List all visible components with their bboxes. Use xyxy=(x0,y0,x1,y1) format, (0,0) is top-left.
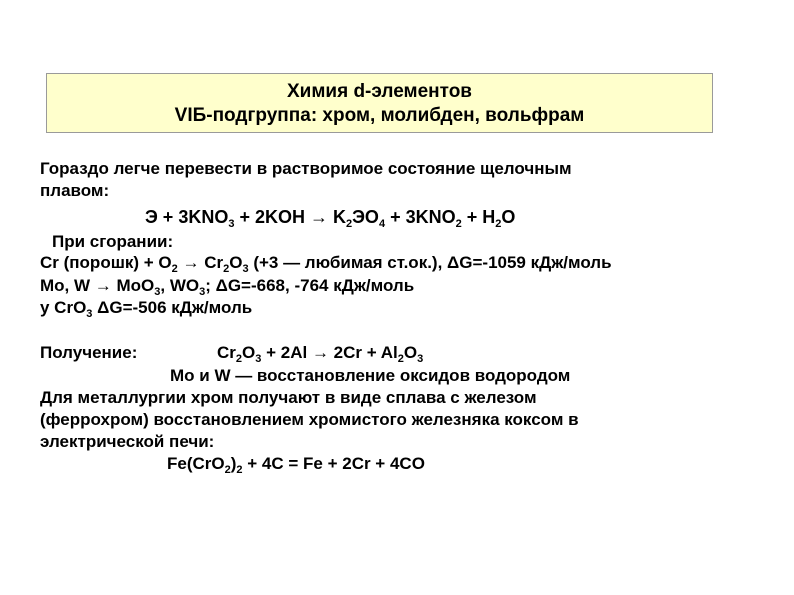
metallurgy-line-1: Для металлургии хром получают в виде сплава с железом xyxy=(40,388,537,407)
ferrochrome-reaction: $Fe(CrO_2)_2 + 4C = Fe + 2Cr + 4CO$ xyxy=(167,454,425,476)
combustion-cro3: у CrO$_3$ ΔG=-506 кДж/моль xyxy=(40,298,253,320)
metallurgy-line-3: электрической печи: xyxy=(40,432,215,451)
page-subtitle: VIБ-подгруппа: хром, молибден, вольфрам xyxy=(174,105,585,126)
combustion-mo-w: Mo, W → MoO$_3$, $WO_3$; ΔG=-668, -764 кДж/моль xyxy=(40,276,415,298)
metallurgy-line-2: (феррохром) восстановлением хромистого железняка коксом в xyxy=(40,410,579,429)
fusion-reaction: $Э + 3KNO_3 + 2KOH \to K_2ЭO_4 + 3KNO_2 + H_2O$ xyxy=(145,207,516,230)
production-reaction: $Cr_2O_3 + 2Al \to 2Cr + Al_2O_3$ xyxy=(217,343,424,365)
page-title: Химия d-элементов xyxy=(287,81,472,102)
intro-line-2: плавом: xyxy=(40,181,110,200)
title-box xyxy=(46,73,713,133)
production-label: Получение: xyxy=(40,343,138,362)
combustion-cr: Cr (порошк) + $O_2 \to Cr_2O_3$ (+3 — любимая ст.ок.), ΔG=-1059 кДж/моль xyxy=(40,253,612,275)
intro-line-1: Гораздо легче перевести в растворимое состояние щелочным xyxy=(40,159,572,178)
production-note: Mo и W — восстановление оксидов водородом xyxy=(170,366,571,385)
combustion-heading: При сгорании: xyxy=(52,232,174,251)
